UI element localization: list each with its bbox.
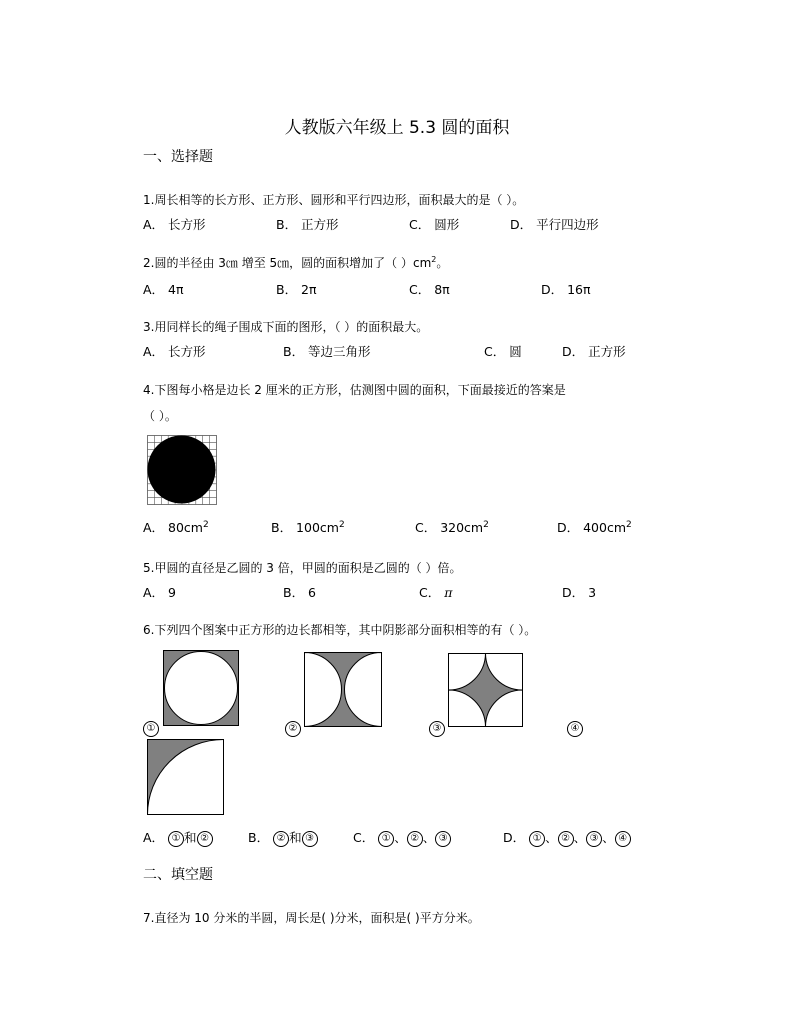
q3-option-c: C． 圆 [484,344,522,359]
q6-option-c: C． ① 、 ② 、 ③ [353,828,451,847]
figure-2-two-semicircles [304,652,382,727]
q1-option-a: A． 长方形 [143,217,206,232]
question-6-text: 6.下列四个图案中正方形的边长都相等，其中阴影部分面积相等的有（ ）。 [143,623,537,637]
q5-option-c: C． π [419,585,453,600]
q2-unit: cm [412,256,432,270]
figure-3-four-quarter-circles [448,653,523,727]
q1-option-c: C． 圆形 [409,217,460,232]
q2-option-b: B． 2π [276,282,317,297]
black-circle [148,436,216,504]
q2-unit-sup: 2 [431,255,437,264]
q2-text-end: 。 [436,256,449,270]
section-heading-choice: 一、选择题 [143,149,213,165]
q5-option-a: A． 9 [143,585,176,600]
question-4-text-line1: 4.下图每小格是边长 2 厘米的正方形，估测图中圆的面积，下面最接近的答案是 [143,383,566,397]
page-title: 人教版六年级上 5.3 圆的面积 [284,118,510,138]
q4-option-d: D． $400cm^2$ [557,519,632,535]
q3-option-a: A． 长方形 [143,344,206,359]
q3-option-b: B． 等边三角形 [283,344,371,359]
grid-circle-figure [147,435,217,505]
q1-option-b: B． 正方形 [276,217,339,232]
question-2-text [143,254,448,271]
q6-option-b: B． ② 和 ③ [248,828,318,847]
figure-1-label: ① [143,718,159,737]
figure-1-inscribed-circle [163,650,239,726]
pi-symbol: π [444,585,453,600]
q5-option-d: D． 3 [562,585,597,600]
q6-option-d: D． ① 、 ② 、 ③ 、 ④ [503,828,631,847]
question-7-text: 7.直径为 10 分米的半圆，周长是( )分米，面积是( )平方分米。 [143,911,480,925]
q4-option-a: A． $80cm^2$ [143,519,209,535]
q1-option-d: D． 平行四边形 [510,217,599,232]
q3-option-d: D． 正方形 [562,344,626,359]
question-1-text: 1.周长相等的长方形、正方形、圆形和平行四边形，面积最大的是（ ）。 [143,193,525,207]
figure-2-label: ② [285,718,301,737]
section-heading-fill: 二、填空题 [143,867,213,883]
q2-option-d: D． 16π [541,282,591,297]
q5-option-b: B． 6 [283,585,317,600]
q2-option-a: A． 4π [143,282,184,297]
q4-option-b: B． $100cm^2$ [271,519,345,535]
figure-4-quarter-circle [147,739,224,815]
figure-3-label: ③ [429,718,445,737]
figure-4-label: ④ [567,718,583,737]
q4-option-c: C． $320cm^2$ [415,519,489,535]
question-4-text-line2: （ ）。 [143,409,177,423]
question-3-text: 3.用同样长的绳子围成下面的图形，（ ）的面积最大。 [143,320,429,334]
q2-option-c: C． 8π [409,282,450,297]
q2-text-main: 2.圆的半径由 3㎝ 增至 5㎝，圆的面积增加了（ ） [143,256,413,270]
q6-option-a: A． ① 和 ② [143,828,213,847]
question-5-text: 5.甲圆的直径是乙圆的 3 倍，甲圆的面积是乙圆的（ ）倍。 [143,561,462,575]
